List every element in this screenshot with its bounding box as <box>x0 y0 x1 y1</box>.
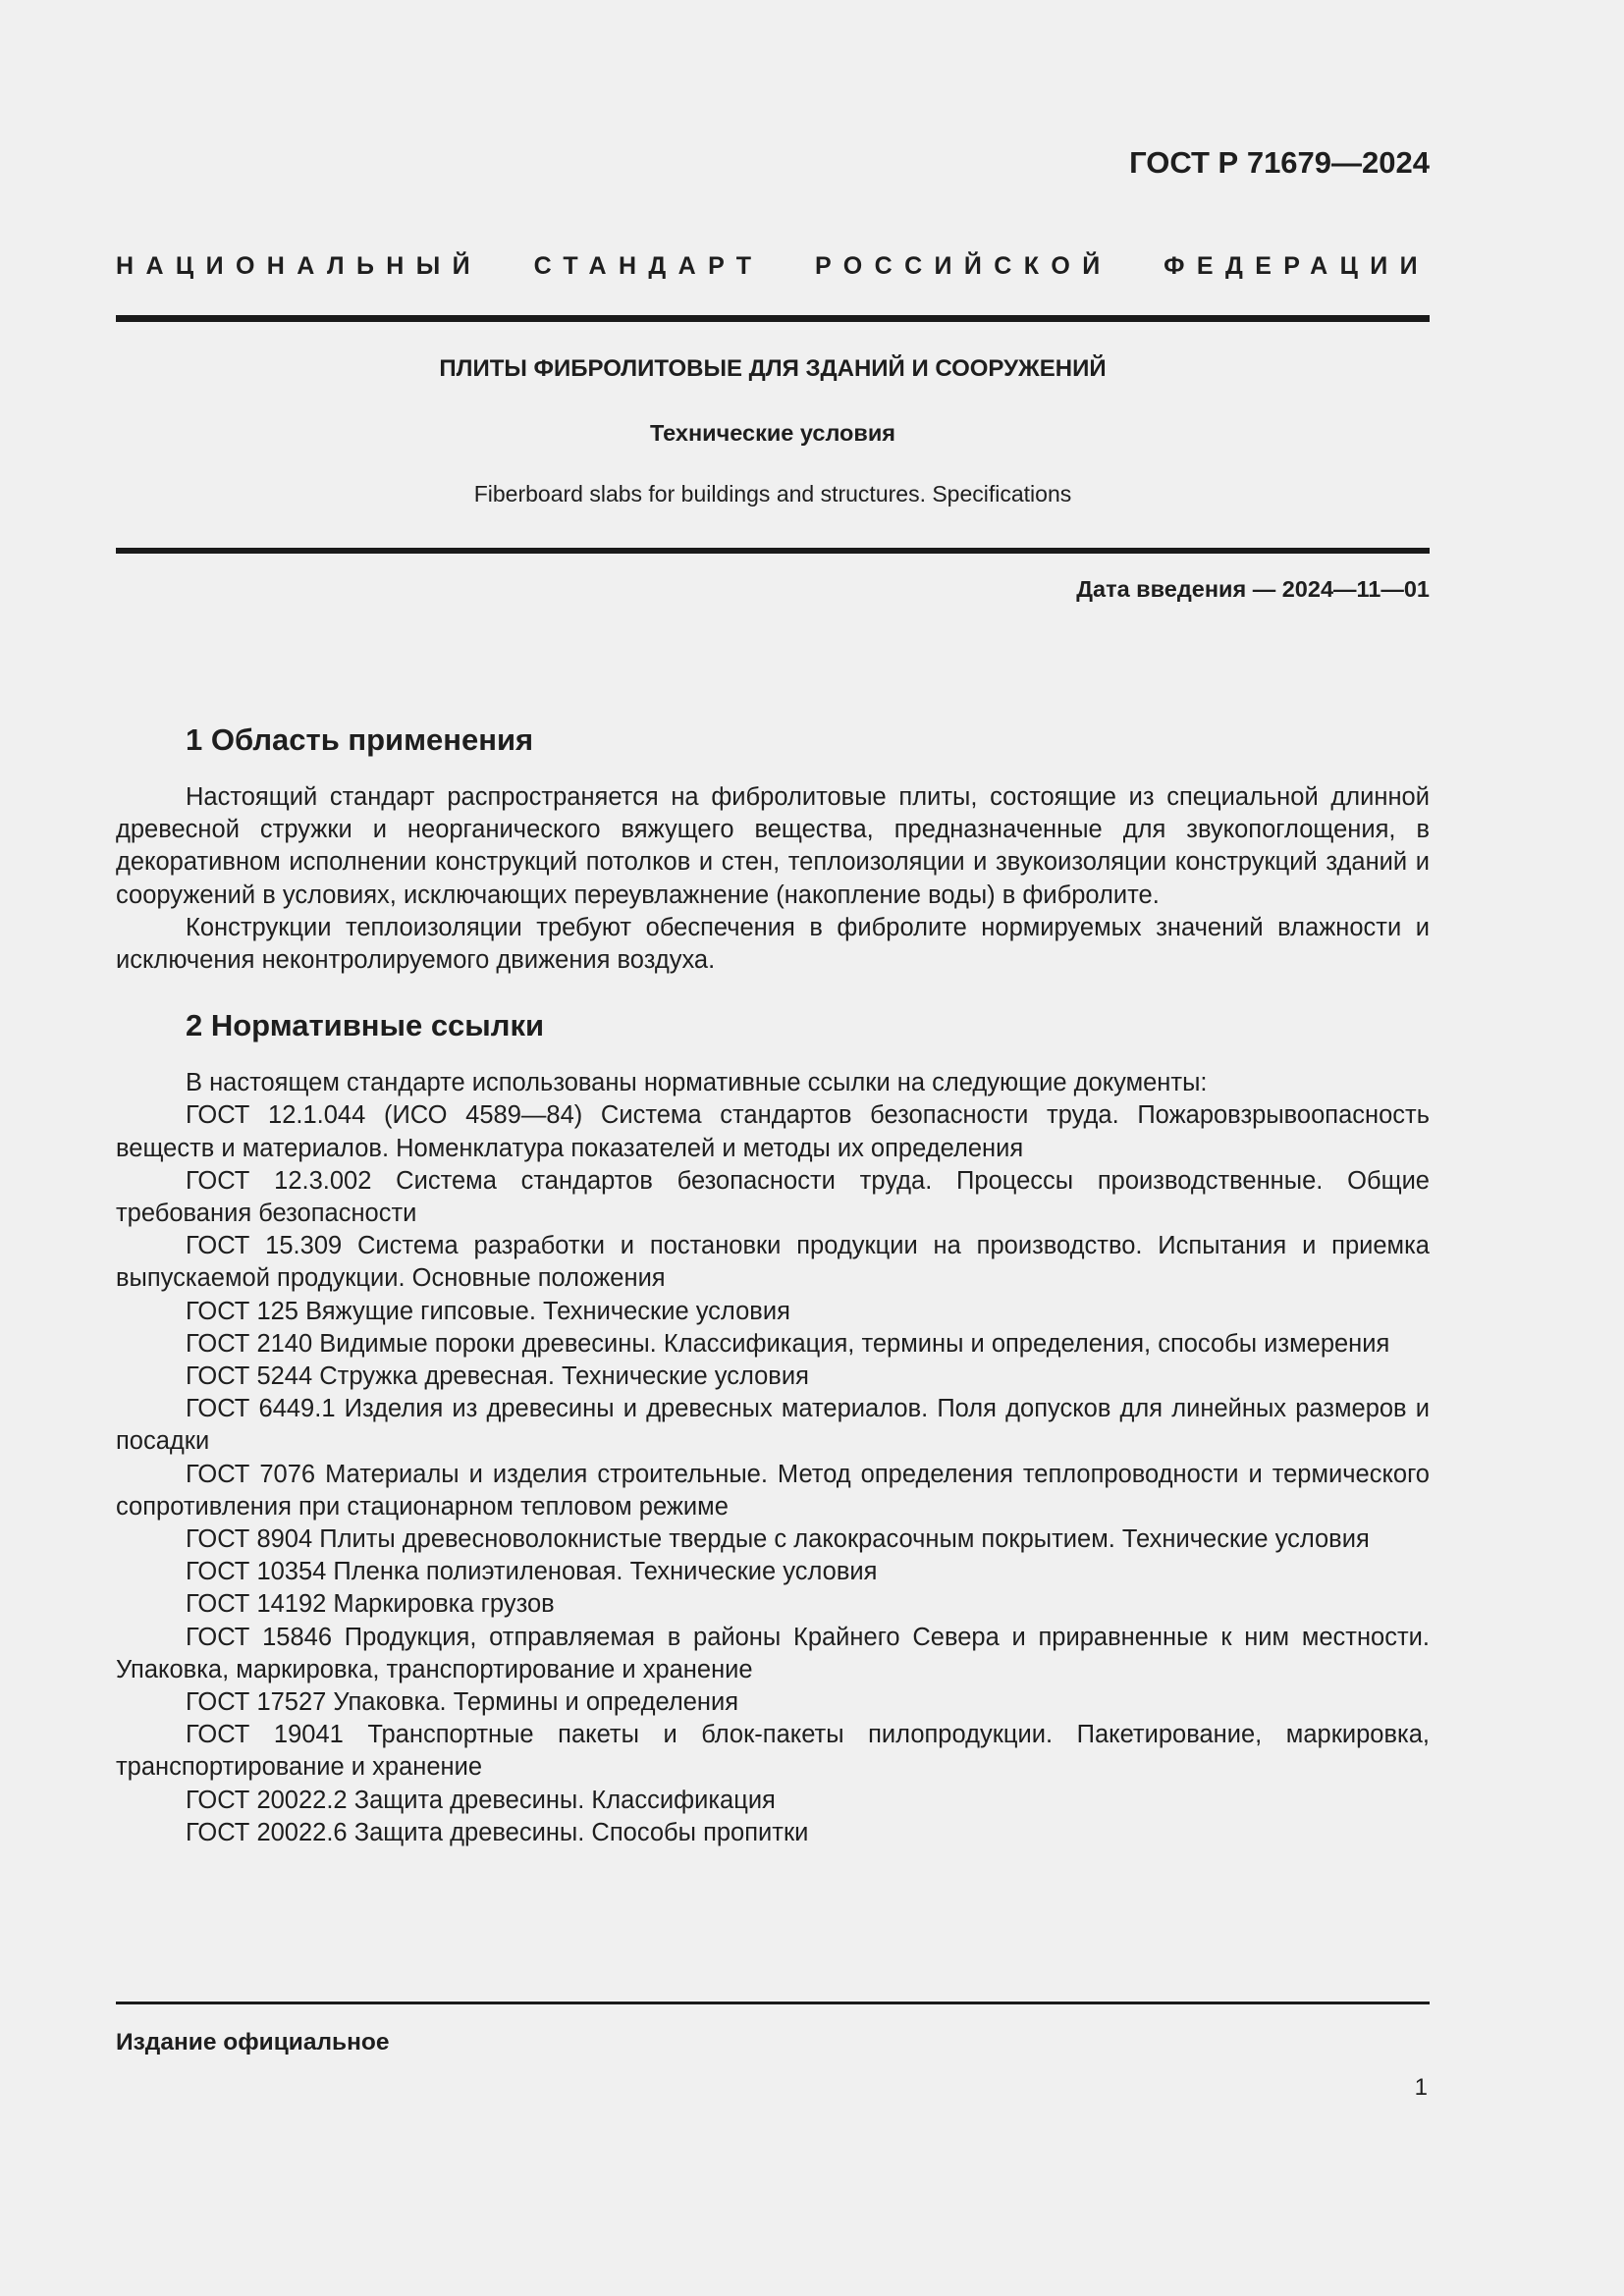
references-intro: В настоящем стандарте использованы нормативные ссылки на следующие документы: <box>186 1069 1208 1097</box>
introduction-date: Дата введения — 2024—11—01 <box>1076 576 1430 602</box>
english-title: Fiberboard slabs for buildings and structures. Specifications <box>473 481 1072 507</box>
reference-item: ГОСТ 20022.6 Защита древесины. Способы пропитки <box>186 1818 809 1846</box>
document-body <box>116 719 1430 1849</box>
footer-divider <box>116 2002 1430 2004</box>
top-divider <box>116 315 1430 322</box>
official-edition-label: Издание официальное <box>116 2029 390 2056</box>
reference-item: ГОСТ 17527 Упаковка. Термины и определения <box>186 1688 739 1717</box>
reference-item: ГОСТ 12.3.002 Система стандартов безопасности труда. Процессы производственные. Общие требования безопасности <box>116 1166 1430 1228</box>
section-heading-scope: 1 Область применения <box>186 722 534 757</box>
scope-paragraph: Настоящий стандарт распространяется на фибролитовые плиты, состоящие из специальной длинной древесной стружки и неорганического вяжущего вещества, предназначенные для звукопоглощения, в декоративном исполнении конструкций потолков и стен, теплоизоляции и звукоизоляции конструкций зданий и сооружений в условиях, исключающих переувлажнение (накопление воды) в фибролите. <box>116 783 1430 909</box>
gost-number: ГОСТ Р 71679—2024 <box>1129 145 1430 180</box>
reference-item: ГОСТ 8904 Плиты древесноволокнистые твердые с лакокрасочным покрытием. Технические условия <box>186 1525 1370 1554</box>
reference-item: ГОСТ 14192 Маркировка грузов <box>186 1590 555 1619</box>
reference-item: ГОСТ 20022.2 Защита древесины. Классификация <box>186 1786 776 1814</box>
document-title: ПЛИТЫ ФИБРОЛИТОВЫЕ ДЛЯ ЗДАНИЙ И СООРУЖЕНИЙ <box>439 355 1107 382</box>
national-standard-banner: НАЦИОНАЛЬНЫЙ СТАНДАРТ РОССИЙСКОЙ ФЕДЕРАЦИИ <box>116 252 1430 280</box>
title-divider <box>116 548 1430 554</box>
reference-item: ГОСТ 10354 Пленка полиэтиленовая. Технические условия <box>186 1558 878 1586</box>
section-normative-references <box>116 1004 1430 1849</box>
reference-item: ГОСТ 5244 Стружка древесная. Технические условия <box>186 1362 809 1391</box>
scope-paragraph: Конструкции теплоизоляции требуют обеспечения в фибролите нормируемых значений влажности и исключения неконтролируемого движения воздуха. <box>116 913 1430 975</box>
reference-item: ГОСТ 12.1.044 (ИСО 4589—84) Система стандартов безопасности труда. Пожаровзрывоопасность веществ и материалов. Номенклатура показателей и методы их определения <box>116 1101 1430 1162</box>
reference-item: ГОСТ 19041 Транспортные пакеты и блок-пакеты пилопродукции. Пакетирование, маркировка, транспортирование и хранение <box>116 1721 1430 1782</box>
reference-item: ГОСТ 7076 Материалы и изделия строительные. Метод определения теплопроводности и термического сопротивления при стационарном тепловом режиме <box>116 1460 1430 1521</box>
reference-item: ГОСТ 2140 Видимые пороки древесины. Классификация, термины и определения, способы измерения <box>186 1329 1390 1358</box>
reference-item: ГОСТ 15846 Продукция, отправляемая в районы Крайнего Севера и приравненные к ним местности. Упаковка, маркировка, транспортирование и хранение <box>116 1623 1430 1683</box>
reference-item: ГОСТ 6449.1 Изделия из древесины и древесных материалов. Поля допусков для линейных размеров и посадки <box>116 1395 1430 1456</box>
reference-item: ГОСТ 125 Вяжущие гипсовые. Технические условия <box>186 1297 790 1325</box>
document-subtitle: Технические условия <box>649 420 896 446</box>
section-heading-references: 2 Нормативные ссылки <box>186 1008 545 1043</box>
reference-item: ГОСТ 15.309 Система разработки и постановки продукции на производство. Испытания и приемка выпускаемой продукции. Основные положения <box>116 1232 1430 1293</box>
page-number: 1 <box>1414 2074 1428 2101</box>
section-scope <box>116 719 1430 977</box>
